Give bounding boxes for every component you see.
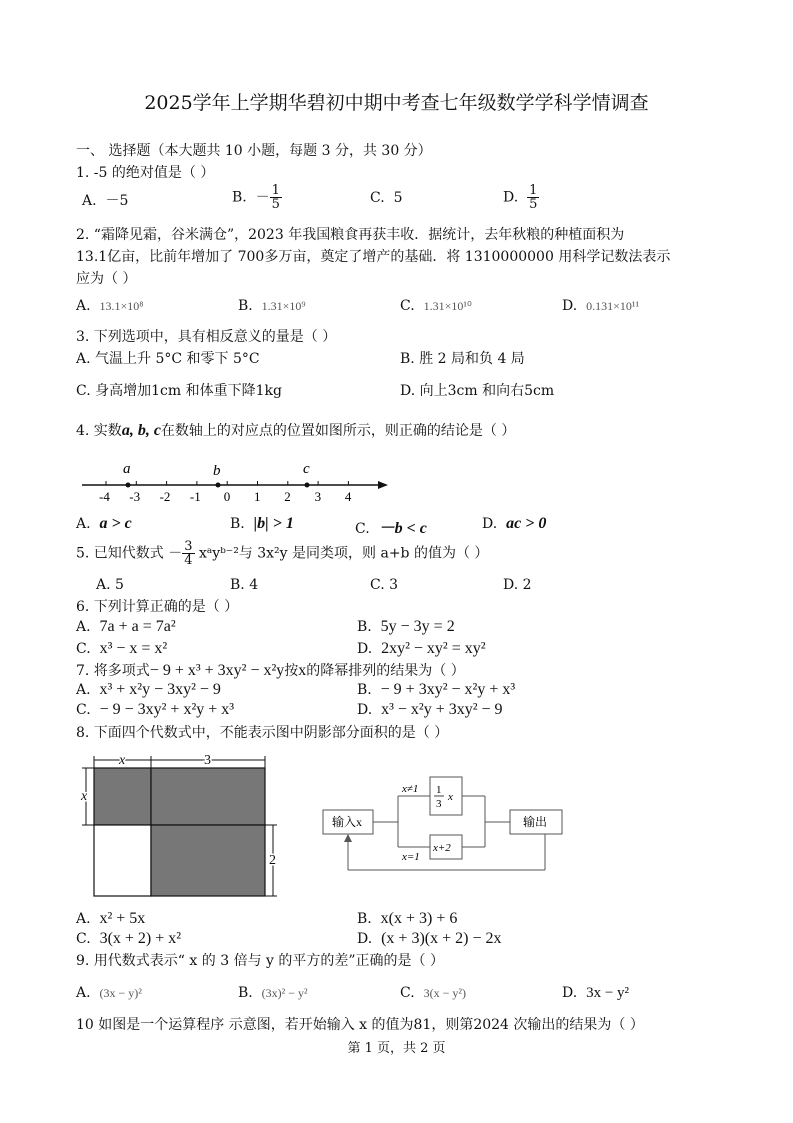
q8-option-a[interactable]	[76, 910, 145, 928]
q9-option-a[interactable]	[76, 985, 142, 1001]
q7-c-label: C.	[76, 702, 91, 718]
q7-b-text: − 9 + 3xy² − x²y + x³	[380, 681, 516, 698]
q6-option-a[interactable]	[76, 618, 176, 636]
q4-b-label: B.	[230, 516, 245, 532]
q9-b-text: (3x)² − y²	[261, 986, 308, 1000]
q8-a-text: x² + 5x	[99, 910, 146, 927]
q9-a-text: (3x − y)²	[99, 986, 142, 1000]
q6-option-d[interactable]	[357, 640, 486, 658]
q9-d-label: D.	[562, 985, 578, 1001]
q5-stem	[76, 540, 488, 567]
q2-d-text: 0.131×10¹¹	[586, 299, 640, 313]
q1-d-num: 1	[529, 183, 538, 198]
q1-option-c[interactable]	[370, 190, 403, 206]
q2-b-label: B.	[238, 298, 253, 314]
q4-d-label: D.	[482, 516, 498, 532]
q9-option-c[interactable]	[400, 985, 466, 1001]
point-b-label: b	[213, 463, 221, 479]
q9-stem: 9. 用代数式表示“ x 的 3 倍与 y 的平方的差”正确的是（ ）	[76, 953, 444, 969]
operation-flowchart	[320, 770, 570, 875]
q7-stem-pre: 7. 将多项式	[76, 663, 150, 679]
q7-option-d[interactable]	[357, 701, 503, 719]
number-line-tick-label: 3	[314, 489, 322, 504]
q2-a-text: 13.1×10⁸	[99, 299, 144, 313]
q1-b-label: B.	[232, 189, 247, 206]
q9-c-text: 3(x − y²)	[423, 986, 466, 1000]
shaded-square-x	[94, 768, 151, 825]
shaded-area-figure	[76, 750, 286, 900]
q2-c-text: 1.31×10¹⁰	[423, 299, 472, 313]
q8-c-label: C.	[76, 931, 91, 947]
number-line-arrow-icon	[378, 481, 388, 489]
q1-stem: 1. -5 的绝对值是（ ）	[76, 165, 215, 181]
q1-b-num: 1	[271, 183, 280, 198]
q7-a-label: A.	[76, 682, 91, 698]
point-a-dot	[126, 483, 131, 488]
q7-c-text: − 9 − 3xy² + x²y + x³	[99, 701, 235, 718]
condition-bottom: x=1	[402, 851, 420, 863]
q8-d-text: (x + 3)(x + 2) − 2x	[381, 930, 502, 947]
q6-b-text: 5y − 3y = 2	[380, 618, 455, 635]
number-line-tick-label: 2	[284, 489, 291, 504]
q5-option-c[interactable]: C. 3	[370, 577, 399, 593]
condition-top: x≠1	[402, 783, 419, 795]
q8-a-label: A.	[76, 911, 91, 927]
q2-a-label: A.	[76, 298, 91, 314]
q6-b-label: B.	[357, 619, 372, 635]
q4-c-text: －b < c	[378, 520, 427, 537]
q4-stem-post: 在数轴上的对应点的位置如图所示，则正确的结论是（ ）	[160, 423, 516, 439]
q1-option-a[interactable]	[82, 190, 128, 210]
q1-option-d[interactable]	[503, 184, 539, 211]
q8-b-text: x(x + 3) + 6	[380, 910, 458, 927]
q8-d-label: D.	[357, 931, 373, 947]
number-line-tick-label: 0	[223, 489, 231, 504]
q2-option-b[interactable]	[238, 298, 306, 314]
section-heading: 一、 选择题（本大题共 10 小题，每题 3 分，共 30 分）	[76, 143, 432, 159]
q7-option-a[interactable]	[76, 681, 221, 699]
page-footer: 第 1 页，共 2 页	[347, 1041, 446, 1056]
q6-stem: 6. 下列计算正确的是（ ）	[76, 599, 239, 615]
q1-b-fraction	[270, 184, 282, 211]
q7-a-text: x³ + x²y − 3xy² − 9	[99, 681, 221, 698]
number-line-tick-label: -4	[99, 489, 110, 504]
q5-fraction	[182, 540, 194, 567]
q1-d-den: 5	[529, 197, 538, 212]
output-label: 输出	[523, 815, 548, 829]
q6-a-label: A.	[76, 619, 91, 635]
loop-arrow-icon	[344, 834, 352, 842]
shaded-rect-top-right	[151, 768, 265, 825]
point-c-dot	[305, 483, 310, 488]
q8-c-text: 3(x + 2) + x²	[99, 930, 182, 947]
q7-var: x	[298, 662, 307, 679]
q4-stem-pre: 4. 实数	[76, 423, 122, 439]
q5-option-d[interactable]: D. 2	[503, 577, 532, 593]
q3-option-d[interactable]: D. 向上3cm 和向右5cm	[400, 383, 555, 399]
q3-option-c[interactable]: C. 身高增加1cm 和体重下降1kg	[76, 383, 282, 399]
q5-frac-num: 3	[184, 539, 193, 554]
q1-c-label: C.	[370, 190, 385, 206]
q1-option-b[interactable]	[232, 184, 282, 211]
dim-2-right: 2	[269, 853, 276, 868]
q4-c-label: C.	[355, 521, 370, 537]
q4-d-text: ac > 0	[506, 515, 547, 532]
q7-stem-post: 的降幂排列的结果为（ ）	[306, 663, 465, 679]
op-bottom-label: x+2	[433, 842, 451, 854]
q6-c-label: C.	[76, 641, 91, 657]
q9-d-text: 3x − y²	[586, 985, 630, 1001]
dim-x-top: x	[119, 753, 126, 768]
q7-d-label: D.	[357, 702, 373, 718]
q2-line3: 应为（ ）	[76, 271, 137, 287]
q4-option-d[interactable]	[482, 515, 546, 533]
dim-3-top: 3	[204, 753, 211, 768]
shaded-rect-bottom-right	[151, 825, 265, 896]
op-top-num: 1	[436, 784, 442, 796]
q4-a-text: a > c	[99, 515, 132, 532]
q7-stem	[76, 660, 465, 680]
q9-b-label: B.	[238, 985, 253, 1001]
q2-d-label: D.	[562, 298, 578, 314]
q7-d-text: x³ − x²y + 3xy² − 9	[381, 701, 503, 718]
q7-polynomial: − 9 + x³ + 3xy² − x²y	[149, 662, 285, 679]
q8-option-d[interactable]	[357, 930, 501, 948]
q2-b-text: 1.31×10⁹	[261, 299, 306, 313]
q5-stem-mid: xᵃyᵇ⁻²与 3x²y 是同类项，则 a+b 的值为（ ）	[199, 545, 489, 562]
point-a-label: a	[123, 461, 131, 477]
q2-option-d[interactable]	[562, 298, 639, 314]
q5-option-a[interactable]: A. 5	[96, 577, 124, 593]
point-b-dot	[216, 483, 221, 488]
q9-c-label: C.	[400, 985, 415, 1001]
q1-b-den: 5	[271, 197, 280, 212]
point-c-label: c	[303, 461, 310, 477]
q5-option-b[interactable]: B. 4	[230, 577, 259, 593]
number-line-tick-label: -3	[129, 489, 141, 504]
q2-line2: 13.1亿亩，比前年增加了 700多万亩，奠定了增产的基础．将 1310000000 用科学记数法表示	[76, 249, 671, 265]
q4-option-c[interactable]	[355, 515, 427, 538]
q5-stem-pre: 5. 已知代数式 －	[76, 545, 183, 562]
page-title: 2025学年上学期华碧初中期中考查七年级数学学科学情调查	[144, 92, 649, 114]
q10-stem: 10 如图是一个运算程序 示意图，若开始输入 x 的值为81，则第2024 次输出的结果为（ ）	[76, 1017, 644, 1033]
q8-stem: 8. 下面四个代数式中，不能表示图中阴影部分面积的是（ ）	[76, 725, 449, 741]
q8-option-b[interactable]	[357, 910, 457, 928]
q7-stem-mid: 按	[284, 663, 299, 679]
number-line	[76, 455, 396, 505]
q6-option-c[interactable]	[76, 640, 167, 658]
q5-frac-den: 4	[184, 553, 193, 568]
q7-option-b[interactable]	[357, 681, 515, 699]
q1-b-sign: －	[255, 189, 270, 206]
op-top-var: x	[448, 791, 453, 803]
q1-c-text: 5	[393, 190, 403, 206]
q6-d-text: 2xy² − xy² = xy²	[381, 640, 486, 657]
q3-option-b[interactable]: B. 胜 2 局和负 4 局	[400, 351, 525, 367]
q7-option-c[interactable]	[76, 701, 234, 719]
q4-b-text: |b| > 1	[253, 515, 294, 532]
q8-option-c[interactable]	[76, 930, 181, 948]
q9-option-d[interactable]	[562, 985, 629, 1002]
q9-option-b[interactable]	[238, 985, 308, 1001]
q2-line1: 2. “霜降见霜，谷米满仓”，2023 年我国粮食再获丰收．据统计，去年秋粮的种植面积为	[76, 227, 625, 243]
unshaded-rect	[94, 825, 151, 896]
number-line-tick-label: 4	[344, 489, 352, 504]
number-line-tick-label: 1	[254, 489, 261, 504]
number-line-tick-label: -1	[189, 489, 201, 504]
q4-stem-vars: a, b, c	[121, 422, 161, 439]
q3-option-a[interactable]: A. 气温上升 5°C 和零下 5°C	[76, 351, 260, 367]
q1-a-text: －5	[105, 193, 129, 209]
q1-d-fraction	[527, 184, 539, 211]
q2-c-label: C.	[400, 298, 415, 314]
q6-a-text: 7a + a = 7a²	[99, 618, 176, 635]
op-top-den: 3	[436, 798, 442, 810]
q2-option-a[interactable]	[76, 298, 143, 314]
q7-b-label: B.	[357, 682, 372, 698]
q6-c-text: x³ − x = x²	[99, 640, 168, 657]
q3-stem: 3. 下列选项中，具有相反意义的量是（ ）	[76, 329, 337, 345]
q8-b-label: B.	[357, 911, 372, 927]
q2-option-c[interactable]	[400, 298, 472, 314]
dim-x-left: x	[81, 789, 88, 804]
q4-stem	[76, 420, 515, 440]
q6-d-label: D.	[357, 641, 373, 657]
number-line-tick-label: -2	[159, 489, 171, 504]
q9-a-label: A.	[76, 985, 91, 1001]
q4-a-label: A.	[76, 516, 91, 532]
q6-option-b[interactable]	[357, 618, 455, 636]
input-label: 输入x	[332, 815, 363, 829]
q1-d-label: D.	[503, 189, 519, 206]
q4-option-a[interactable]	[76, 515, 132, 533]
q4-option-b[interactable]	[230, 515, 294, 533]
q1-a-label: A.	[82, 193, 97, 209]
